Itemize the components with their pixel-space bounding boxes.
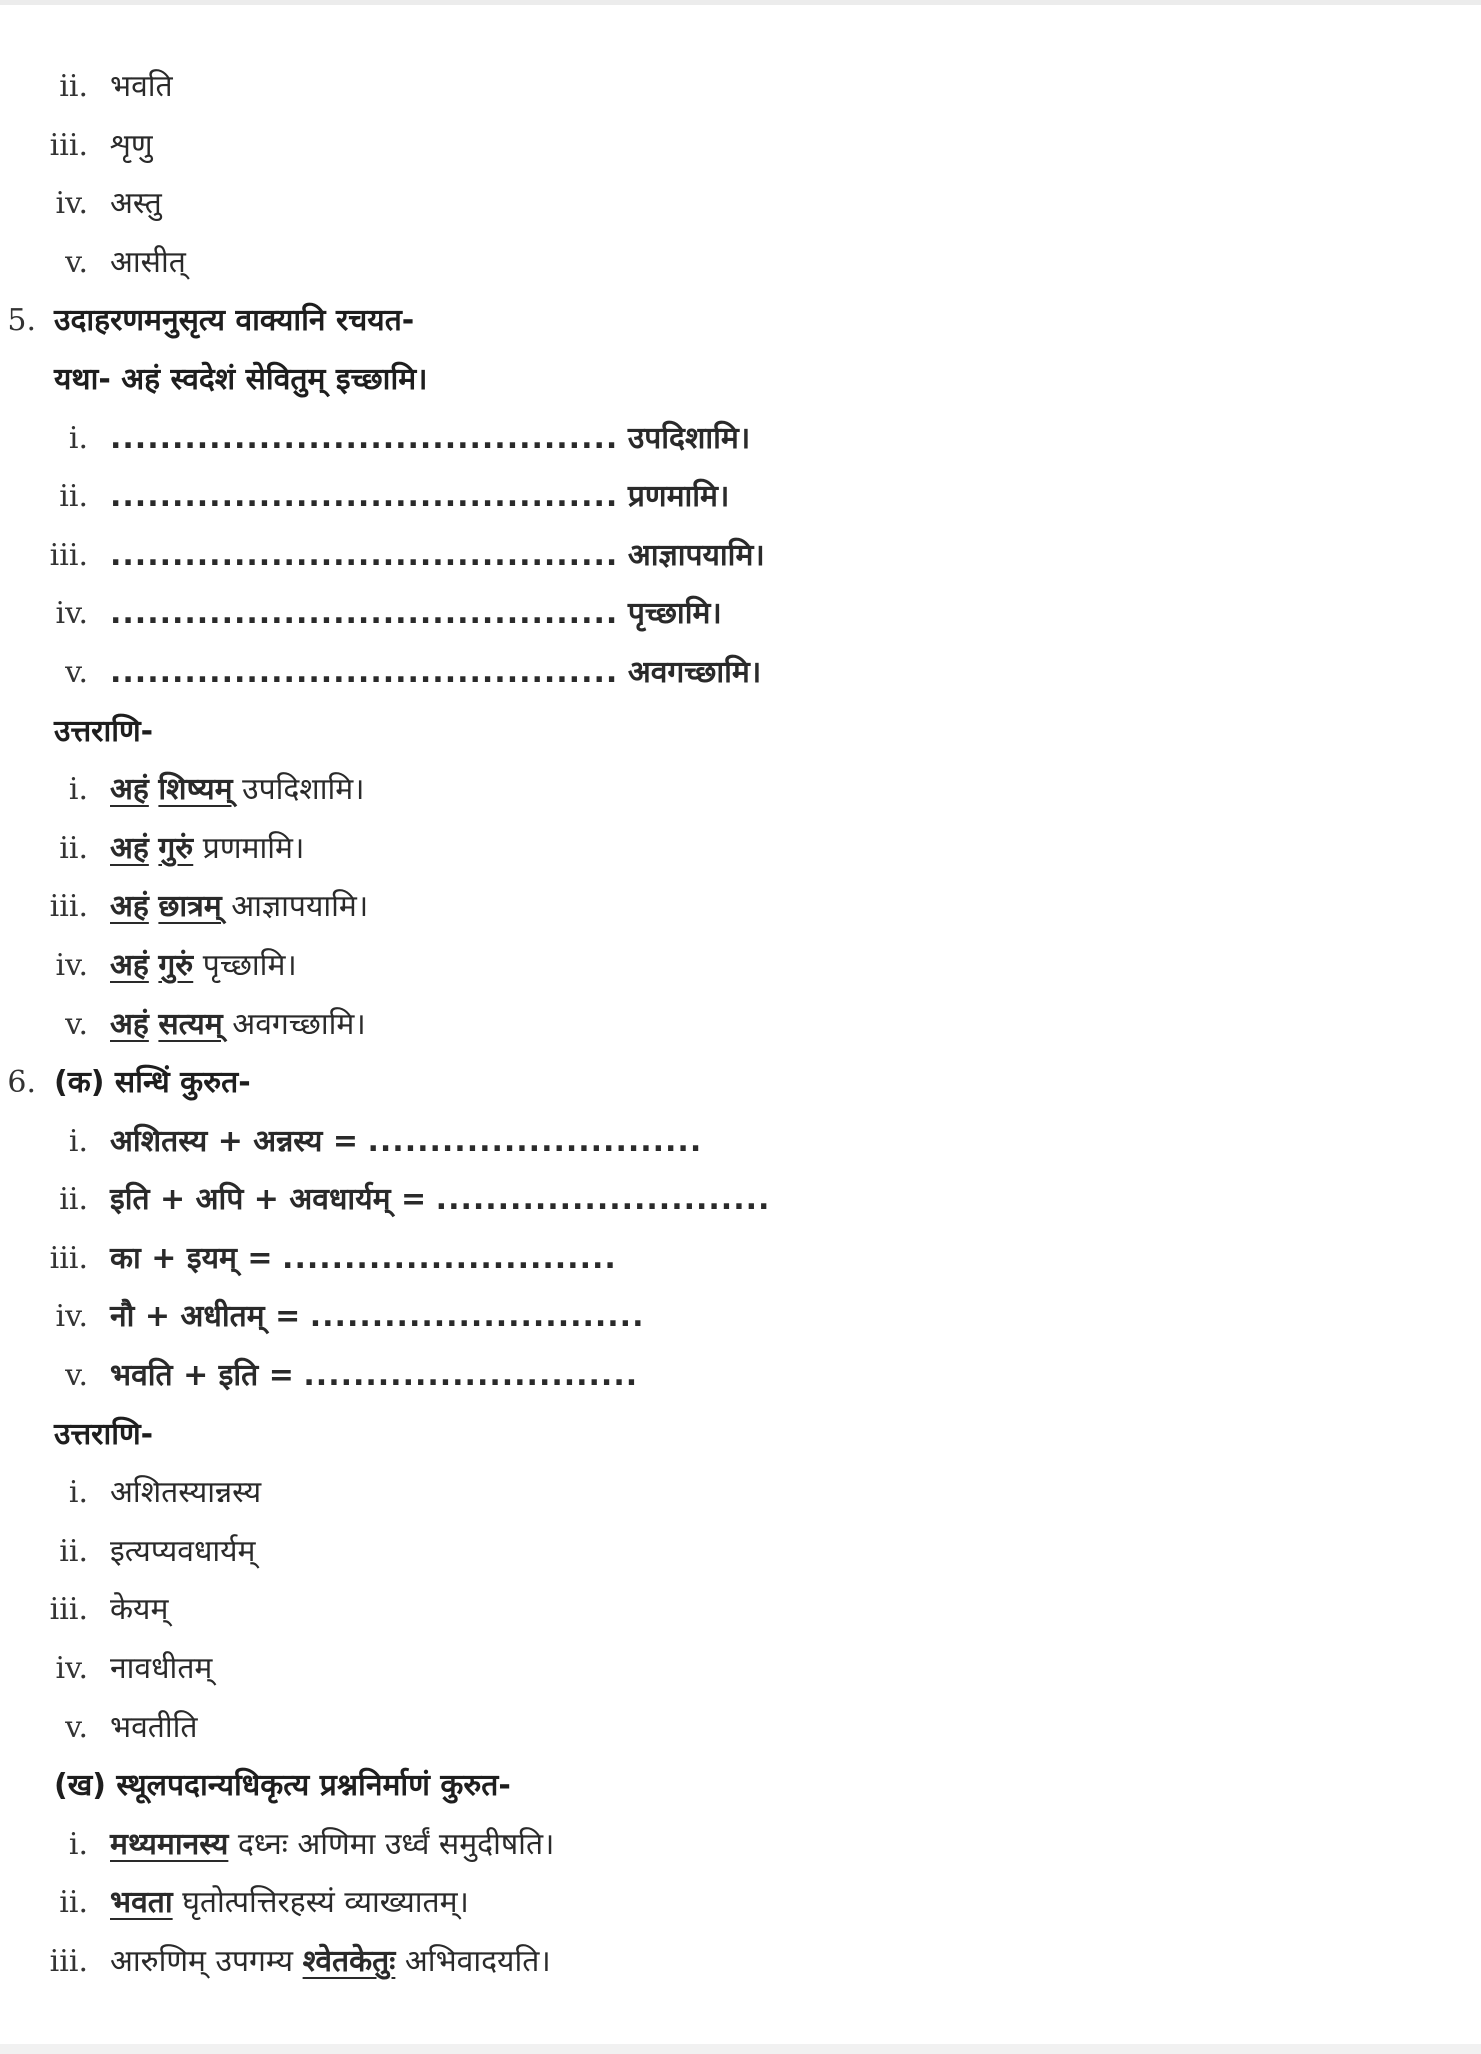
answer-verb: उपदिशामि।: [242, 772, 365, 808]
answer-subject: अहं: [110, 889, 149, 925]
answer-line: [110, 878, 368, 937]
list-item: [0, 58, 1481, 117]
answer-object: सत्यम्: [158, 1006, 223, 1042]
exercise-line: [110, 1171, 770, 1230]
sandhi-terms: भवति + इति =: [110, 1358, 294, 1394]
item-number: v.: [65, 244, 88, 280]
exercise-item: [0, 527, 1481, 586]
question-5-example: [0, 351, 1481, 410]
fill-blank: .........................................: [110, 596, 619, 632]
verb-text: उपदिशामि।: [627, 420, 751, 456]
answer-item: [0, 1523, 1481, 1582]
answer-item: [0, 761, 1481, 820]
answer-item: [0, 1640, 1481, 1699]
answer-verb: प्रणमामि।: [202, 830, 305, 866]
exercise-item: [0, 1230, 1481, 1289]
answer-text: अशितस्यान्नस्य: [110, 1475, 262, 1511]
verb-text: आज्ञापयामि।: [627, 537, 765, 573]
question-title: उदाहरणमनुसृत्य वाक्यानि रचयत-: [54, 303, 415, 339]
item-number: v.: [65, 1709, 88, 1745]
item-number: ii.: [59, 1182, 88, 1218]
sentence-rest: घृतोत्पत्तिरहस्यं व्याख्यातम्।: [182, 1885, 469, 1921]
exercise-line: [110, 1230, 617, 1289]
answers-label: उत्तराणि-: [54, 1416, 154, 1452]
item-number: ii.: [59, 69, 88, 104]
item-number: iv.: [55, 1651, 88, 1687]
fill-blank: .........................................: [110, 479, 619, 515]
answer-text: केयम्: [110, 1592, 169, 1628]
item-number: ii.: [59, 1533, 88, 1569]
fill-blank: ...........................: [435, 1182, 771, 1218]
item-number: iii.: [49, 127, 88, 163]
item-number: iii.: [49, 1592, 88, 1628]
item-number: iv.: [55, 186, 88, 222]
item-number: iii.: [49, 889, 88, 925]
list-item: [0, 234, 1481, 293]
fill-blank: ...........................: [309, 1299, 645, 1335]
exercise-item: [0, 1816, 1481, 1875]
sentence-rest: अभिवादयति।: [404, 1944, 551, 1979]
answer-object: छात्रम्: [158, 889, 222, 925]
item-text: अस्तु: [110, 186, 162, 222]
exercise-line: [110, 527, 765, 586]
exercise-line: [110, 1113, 702, 1172]
exercise-item: [0, 468, 1481, 527]
item-number: i.: [68, 772, 88, 808]
answer-verb: आज्ञापयामि।: [231, 889, 369, 925]
item-number: iv.: [55, 596, 88, 632]
example-text: यथा- अहं स्वदेशं सेवितुम् इच्छामि।: [54, 361, 428, 397]
fill-blank: .........................................: [110, 654, 619, 690]
verb-text: प्रणमामि।: [627, 479, 730, 515]
top-border: [0, 0, 1481, 5]
answers-label: उत्तराणि-: [54, 713, 154, 749]
bold-word: भवता: [110, 1885, 173, 1921]
item-text: भवति: [110, 69, 173, 104]
answer-line: [110, 996, 366, 1055]
item-number: v.: [65, 654, 88, 690]
question-title: (क) सन्धिं कुरुत-: [54, 1065, 251, 1101]
answer-subject: अहं: [110, 947, 149, 983]
answer-item: [0, 996, 1481, 1055]
answer-object: गुरुं: [158, 830, 194, 866]
item-number: iii.: [49, 1240, 88, 1276]
exercise-item: [0, 1347, 1481, 1406]
exercise-line: [110, 1288, 644, 1347]
exercise-line: [110, 1933, 551, 1992]
answers-heading: [0, 1406, 1481, 1465]
answer-verb: पृच्छामि।: [202, 947, 297, 983]
bold-word: मथ्यमानस्य: [110, 1826, 229, 1862]
sentence-pre: आरुणिम् उपगम्य: [110, 1944, 294, 1979]
exercise-item: [0, 1171, 1481, 1230]
exercise-line: [110, 1347, 638, 1406]
exercise-item: [0, 1288, 1481, 1347]
list-item: [0, 175, 1481, 234]
item-number: ii.: [59, 479, 88, 515]
answer-text: भवतीति: [110, 1709, 198, 1745]
item-number: iii.: [49, 537, 88, 573]
question-6b-heading: [0, 1757, 1481, 1816]
answer-item: [0, 937, 1481, 996]
answer-object: गुरुं: [158, 947, 194, 983]
bottom-border: [0, 2044, 1481, 2054]
answer-subject: अहं: [110, 772, 149, 808]
exercise-item: [0, 1874, 1481, 1933]
answer-item: [0, 820, 1481, 879]
item-text: आसीत्: [110, 244, 186, 280]
fill-blank: .........................................: [110, 537, 619, 573]
item-number: i.: [68, 1123, 88, 1159]
fill-blank: .........................................: [110, 420, 619, 456]
fill-blank: ...........................: [282, 1240, 617, 1276]
exercise-item: [0, 1933, 1481, 1992]
item-number: i.: [68, 420, 88, 456]
sentence-rest: दध्नः अणिमा उर्ध्वं समुदीषति।: [237, 1826, 555, 1862]
exercise-line: [110, 1816, 554, 1875]
sandhi-terms: इति + अपि + अवधार्यम् =: [110, 1182, 427, 1218]
exercise-item: [0, 585, 1481, 644]
item-number: ii.: [59, 830, 88, 866]
answer-item: [0, 1581, 1481, 1640]
answer-line: [110, 937, 297, 996]
exercise-item: [0, 410, 1481, 469]
item-number: iii.: [49, 1944, 88, 1979]
bold-word: श्वेतकेतुः: [302, 1944, 396, 1979]
answer-verb: अवगच्छामि।: [232, 1006, 366, 1042]
exercise-item: [0, 1113, 1481, 1172]
exercise-line: [110, 468, 729, 527]
sandhi-terms: का + इयम् =: [110, 1240, 273, 1276]
item-number: i.: [68, 1475, 88, 1511]
answer-item: [0, 1464, 1481, 1523]
item-number: ii.: [59, 1885, 88, 1921]
question-number: 6.: [7, 1065, 36, 1101]
answer-item: [0, 878, 1481, 937]
sandhi-terms: अशितस्य + अन्नस्य =: [110, 1123, 358, 1159]
answer-subject: अहं: [110, 830, 149, 866]
exercise-line: [110, 410, 750, 469]
answer-text: इत्यप्यवधार्यम्: [110, 1533, 256, 1569]
answers-heading: [0, 703, 1481, 762]
question-5-heading: [0, 292, 1481, 351]
question-6-heading: [0, 1054, 1481, 1113]
exercise-line: [110, 644, 761, 703]
list-item: [0, 117, 1481, 176]
item-number: v.: [65, 1358, 88, 1394]
answer-subject: अहं: [110, 1006, 149, 1042]
exercise-line: [110, 585, 722, 644]
answer-object: शिष्यम्: [158, 772, 233, 808]
fill-blank: ...........................: [303, 1358, 639, 1394]
item-text: शृणु: [110, 127, 153, 163]
item-number: v.: [65, 1006, 88, 1042]
answer-line: [110, 820, 304, 879]
fill-blank: ...........................: [367, 1123, 703, 1159]
item-number: i.: [68, 1826, 88, 1862]
answer-line: [110, 761, 365, 820]
document-page: [0, 58, 1481, 1992]
sandhi-terms: नौ + अधीतम् =: [110, 1299, 301, 1335]
verb-text: अवगच्छामि।: [627, 654, 762, 690]
item-number: iv.: [55, 947, 88, 983]
answer-text: नावधीतम्: [110, 1651, 213, 1687]
question-number: 5.: [7, 303, 36, 339]
exercise-line: [110, 1874, 469, 1933]
item-number: iv.: [55, 1299, 88, 1335]
question-title: (ख) स्थूलपदान्यधिकृत्य प्रश्ननिर्माणं कुरुत-: [54, 1768, 511, 1804]
exercise-item: [0, 644, 1481, 703]
verb-text: पृच्छामि।: [627, 596, 722, 632]
answer-item: [0, 1699, 1481, 1758]
